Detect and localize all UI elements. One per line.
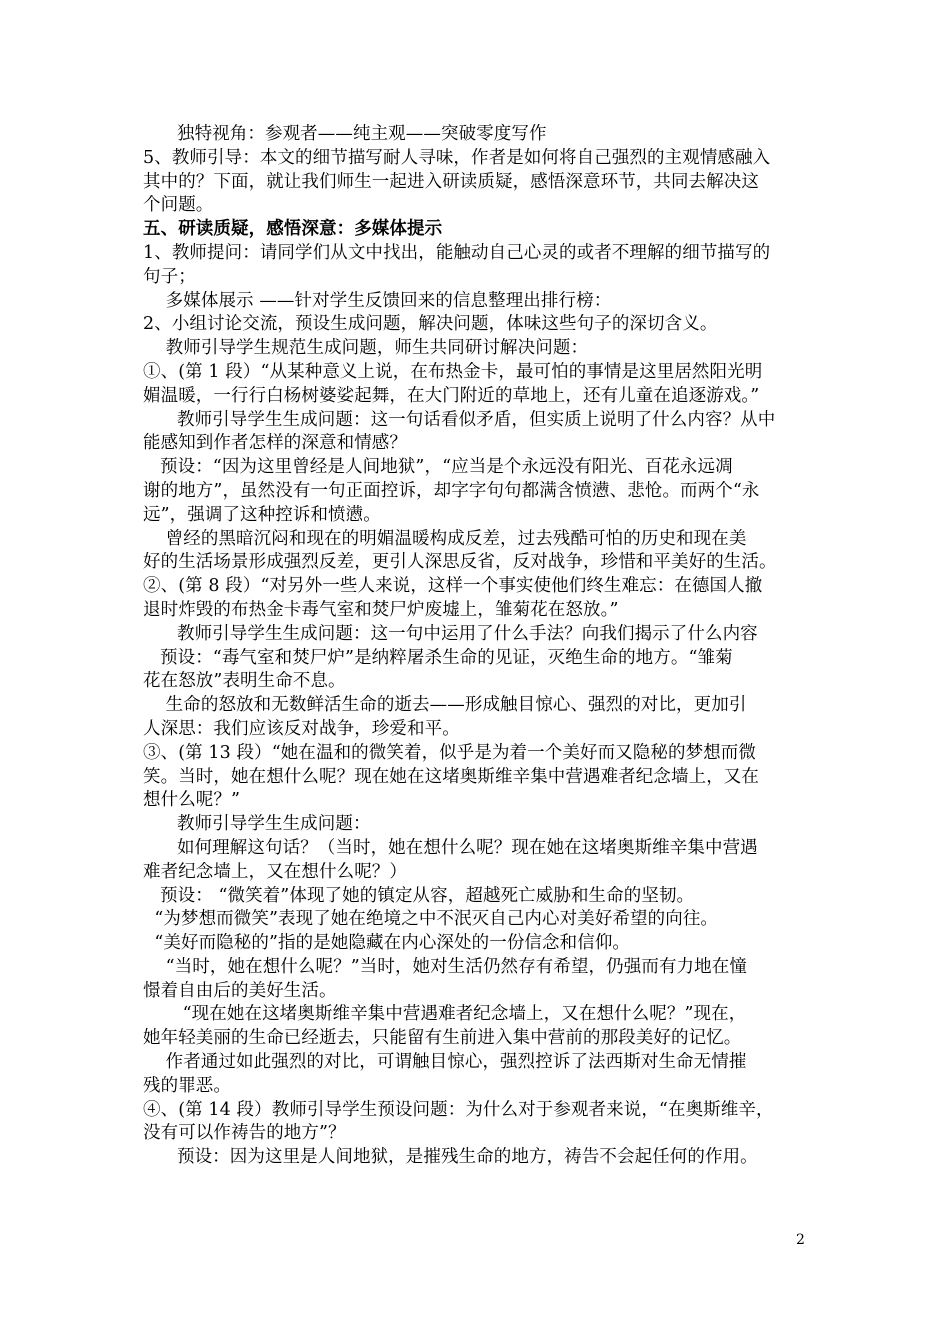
text-line: 2、小组讨论交流，预设生成问题，解决问题，体味这些句子的深切含义。 — [143, 314, 718, 335]
text-line: 憬着自由后的美好生活。 — [143, 980, 337, 1001]
text-line: 远”，强调了这种控诉和愤懑。 — [143, 504, 381, 525]
text-line: 教师引导学生规范生成问题，师生共同研讨解决问题： — [143, 338, 589, 359]
text-line: 生命的怒放和无数鲜活生命的逝去——形成触目惊心、强烈的对比，更加引 — [143, 695, 747, 716]
text-line: 教师引导学生生成问题：这一句中运用了什么手法？向我们揭示了什么内容 — [143, 623, 758, 644]
text-line: ①、(第 1 段）“从某种意义上说，在布热金卡，最可怕的事情是这里居然阳光明 — [143, 361, 763, 382]
text-line: 1、教师提问：请同学们从文中找出，能触动自己心灵的或者不理解的细节描写的 — [143, 242, 771, 263]
text-line: “当时，她在想什么呢？”当时，她对生活仍然存有希望，仍强而有力地在憧 — [143, 956, 747, 977]
text-line: 谢的地方”，虽然没有一句正面控诉，却字字句句都满含愤懑、悲怆。而两个“永 — [143, 480, 760, 501]
text-line: 作者通过如此强烈的对比，可谓触目惊心，强烈控诉了法西斯对生命无情摧 — [143, 1052, 747, 1073]
text-line: 5、教师引导：本文的细节描写耐人寻味，作者是如何将自己强烈的主观情感融入 — [143, 147, 771, 168]
text-line: 教师引导学生生成问题： — [143, 814, 371, 835]
text-line: 曾经的黑暗沉闷和现在的明媚温暖构成反差，过去残酷可怕的历史和现在美 — [143, 528, 747, 549]
text-line: 能感知到作者怎样的深意和情感？ — [143, 433, 407, 454]
text-line: 句子； — [143, 266, 196, 287]
text-line: 教师引导学生生成问题：这一句话看似矛盾，但实质上说明了什么内容？从中 — [143, 409, 776, 430]
text-line: 花在怒放”表明生命不息。 — [143, 671, 346, 692]
text-line: “美好而隐秘的”指的是她隐藏在内心深处的一份信念和信仰。 — [143, 933, 631, 954]
text-line: 预设：因为这里是人间地狱，是摧残生命的地方，祷告不会起任何的作用。 — [143, 1147, 758, 1168]
text-line: 难者纪念墙上，又在想什么呢？） — [143, 861, 407, 882]
text-line: 多媒体展示 ——针对学生反馈回来的信息整理出排行榜： — [143, 290, 612, 311]
text-line: 其中的？下面，就让我们师生一起进入研读质疑，感悟深意环节，共同去解决这 — [143, 171, 759, 192]
page-number: 2 — [796, 1232, 805, 1248]
text-line: 人深思：我们应该反对战争，珍爱和平。 — [143, 718, 460, 739]
text-line: 预设： “微笑着”体现了她的镇定从容，超越死亡威胁和生命的坚韧。 — [143, 885, 695, 906]
text-line: 没有可以作祷告的地方”？ — [143, 1123, 346, 1144]
text-line: 媚温暖，一行行白杨树婆娑起舞，在大门附近的草地上，还有儿童在追逐游戏。” — [143, 385, 760, 406]
text-line: 个问题。 — [143, 195, 214, 216]
text-line: 想什么呢？” — [143, 790, 241, 811]
text-line: ③、(第 13 段）“她在温和的微笑着，似乎是为着一个美好而又隐秘的梦想而微 — [143, 742, 756, 763]
text-line: 笑。当时，她在想什么呢？现在她在这堵奥斯维辛集中营遇难者纪念墙上，又在 — [143, 766, 759, 787]
text-line: 独特视角：参观者——纯主观——突破零度写作 — [143, 124, 547, 144]
text-line: 退时炸毁的布热金卡毒气室和焚尸炉废墟上，雏菊花在怒放。” — [143, 599, 619, 620]
document-body — [143, 123, 808, 1170]
text-line: 预设：“因为这里曾经是人间地狱”，“应当是个永远没有阳光、百花永远凋 — [143, 457, 733, 478]
text-line: 残的罪恶。 — [143, 1075, 231, 1096]
section-heading: 五、研读质疑，感悟深意：多媒体提示 — [143, 219, 443, 240]
text-line: 好的生活场景形成强烈反差，更引人深思反省，反对战争，珍惜和平美好的生活。 — [143, 552, 777, 573]
text-line: “为梦想而微笑”表现了她在绝境之中不泯灭自己内心对美好希望的向往。 — [143, 909, 719, 930]
text-line: ④、(第 14 段）教师引导学生预设问题：为什么对于参观者来说，“在奥斯维辛， — [143, 1099, 774, 1120]
text-line: ②、(第 8 段）“对另外一些人来说，这样一个事实使他们终生难忘：在德国人撤 — [143, 576, 763, 597]
text-line: 她年轻美丽的生命已经逝去，只能留有生前进入集中营前的那段美好的记忆。 — [143, 1028, 742, 1049]
text-line: “现在她在这堵奥斯维辛集中营遇难者纪念墙上，又在想什么呢？”现在， — [143, 1004, 747, 1025]
text-line: 预设：“毒气室和焚尸炉”是纳粹屠杀生命的见证，灭绝生命的地方。“雏菊 — [143, 647, 733, 668]
text-line: 如何理解这句话？（当时，她在想什么呢？现在她在这堵奥斯维辛集中营遇 — [143, 837, 758, 858]
